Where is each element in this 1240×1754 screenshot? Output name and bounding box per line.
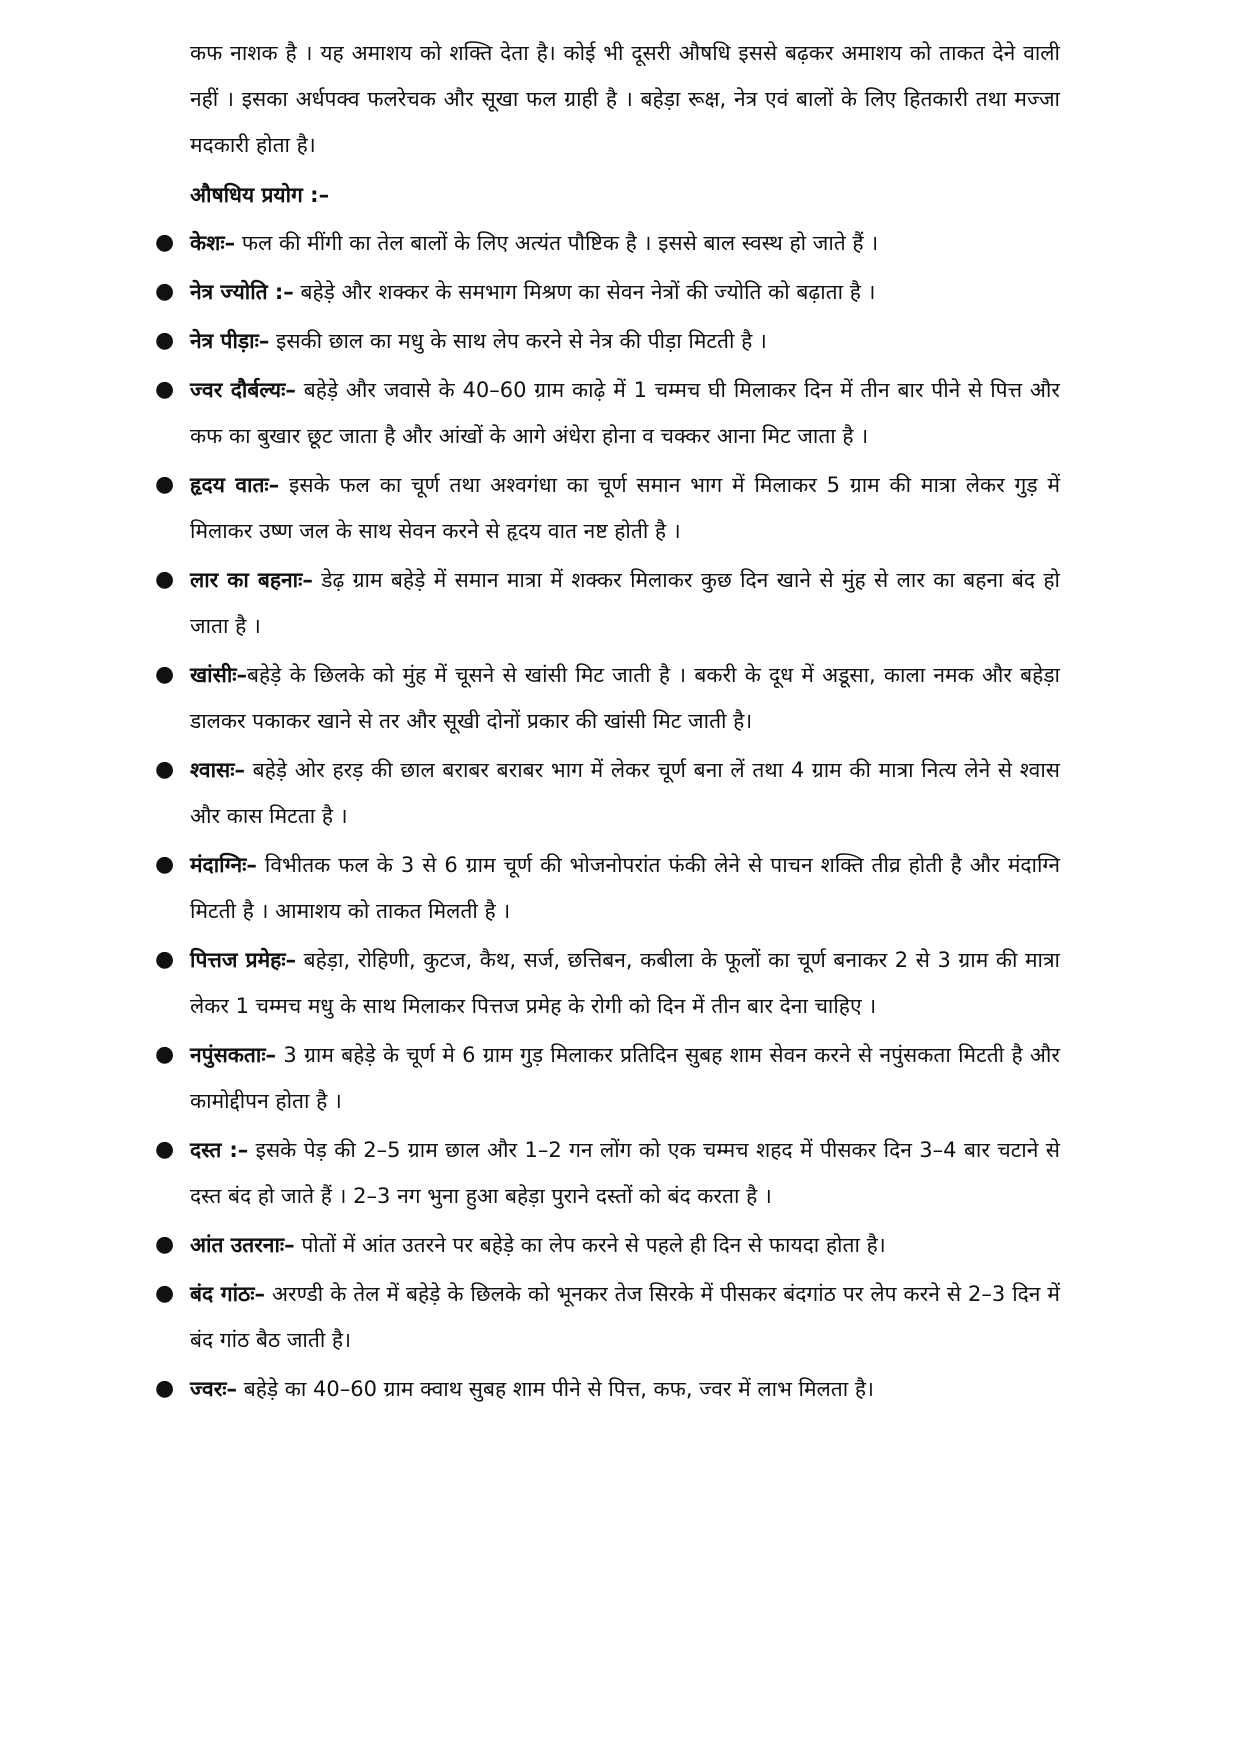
bullet-icon: ● <box>155 947 175 972</box>
list-item <box>155 842 1060 934</box>
bullet-icon: ● <box>155 757 175 782</box>
list-item <box>155 557 1060 649</box>
list-item-term: दस्त :– <box>190 1138 249 1162</box>
bullet-icon: ● <box>155 567 175 592</box>
list-item-text: बहेड़े के छिलके को मुंह में चूसने से खांसी मिट जाती है । बकरी के दूध में अडूसा, काला नमक और बहेड़ा डालकर पकाकर खाने से तर और सूखी दोनों प्रकार की खांसी मिट जाती है। <box>190 663 1060 733</box>
list-item-text: बहेड़े का 40–60 ग्राम क्वाथ सुबह शाम पीने से पित्त, कफ, ज्वर में लाभ मिलता है। <box>237 1377 874 1401</box>
list-item-term: पित्तज प्रमेहः– <box>190 948 297 972</box>
list-item-term: खांसीः– <box>190 663 247 687</box>
bullet-icon: ● <box>155 472 175 497</box>
list-item-text: बहेड़े और शक्कर के समभाग मिश्रण का सेवन नेत्रों की ज्योति को बढ़ाता है । <box>293 280 876 304</box>
list-item <box>155 1366 1060 1412</box>
list-item <box>155 220 1060 266</box>
list-item-term: नपुंसकताः– <box>190 1043 277 1067</box>
list-item-text: 3 ग्राम बहेड़े के चूर्ण मे 6 ग्राम गुड़ मिलाकर प्रतिदिन सुबह शाम सेवन करने से नपुंसकता मिटती है और कामोद्दीपन होता है । <box>190 1043 1060 1113</box>
list-item-text: बहेड़ा, रोहिणी, कुटज, कैथ, सर्ज, छत्तिबन, कबीला के फूलों का चूर्ण बनाकर 2 से 3 ग्राम की मात्रा लेकर 1 चम्मच मधु के साथ मिलाकर पित्तज प्रमेह के रोगी को दिन में तीन बार देना चाहिए । <box>190 948 1060 1018</box>
list-item <box>155 318 1060 364</box>
bullet-icon: ● <box>155 1376 175 1401</box>
list-item-term: बंद गांठः– <box>190 1282 265 1306</box>
section-heading: औषधिय प्रयोग :– <box>190 183 330 207</box>
list-item-term: नेत्र पीड़ाः– <box>190 329 270 353</box>
list-item <box>155 1127 1060 1219</box>
list-item-term: ज्वर दौर्बल्यः– <box>190 378 296 402</box>
list-item-text: फल की मींगी का तेल बालों के लिए अत्यंत पौष्टिक है । इससे बाल स्वस्थ हो जाते हैं । <box>235 231 879 255</box>
list-item-text: अरण्डी के तेल में बहेड़े के छिलके को भूनकर तेज सिरके में पीसकर बंदगांठ पर लेप करने से 2–3 दिन में बंद गांठ बैठ जाती है। <box>190 1282 1060 1352</box>
list-item-term: ज्वरः– <box>190 1377 238 1401</box>
list-item <box>155 269 1060 315</box>
bullet-icon: ● <box>155 279 175 304</box>
medicinal-uses-list <box>155 220 1060 1412</box>
list-item <box>155 652 1060 744</box>
bullet-icon: ● <box>155 662 175 687</box>
bullet-icon: ● <box>155 328 175 353</box>
list-item-text: बहेड़े ओर हरड़ की छाल बराबर बराबर भाग में लेकर चूर्ण बना लें तथा 4 ग्राम की मात्रा नित्य लेने से श्वास और कास मिटता है । <box>190 758 1060 828</box>
list-item <box>155 747 1060 839</box>
list-item <box>155 462 1060 554</box>
list-item <box>155 1222 1060 1268</box>
list-item <box>155 1271 1060 1363</box>
list-item <box>155 367 1060 459</box>
list-item-text: इसके पेड़ की 2–5 ग्राम छाल और 1–2 गन लोंग को एक चम्मच शहद में पीसकर दिन 3–4 बार चटाने से दस्त बंद हो जाते हैं । 2–3 नग भुना हुआ बहेड़ा पुराने दस्तों को बंद करता है । <box>190 1138 1060 1208</box>
document-page <box>155 30 1060 1415</box>
list-item-term: लार का बहनाः– <box>190 568 313 592</box>
list-item <box>155 937 1060 1029</box>
list-item <box>155 1032 1060 1124</box>
bullet-icon: ● <box>155 852 175 877</box>
list-item-text: पोतों में आंत उतरने पर बहेड़े का लेप करने से पहले ही दिन से फायदा होता है। <box>294 1233 886 1257</box>
bullet-icon: ● <box>155 1232 175 1257</box>
list-item-term: मंदाग्निः– <box>190 853 257 877</box>
bullet-icon: ● <box>155 1281 175 1306</box>
bullet-icon: ● <box>155 1137 175 1162</box>
intro-section <box>190 30 1060 168</box>
list-item-term: श्वासः– <box>190 758 245 782</box>
list-item-text: इसके फल का चूर्ण तथा अश्वगंधा का चूर्ण समान भाग में मिलाकर 5 ग्राम की मात्रा लेकर गुड़ में मिलाकर उष्ण जल के साथ सेवन करने से हृदय वात नष्ट होती है । <box>190 473 1060 543</box>
bullet-icon: ● <box>155 230 175 255</box>
list-item-term: हृदय वातः– <box>190 473 280 497</box>
bullet-icon: ● <box>155 1042 175 1067</box>
list-item-text: विभीतक फल के 3 से 6 ग्राम चूर्ण की भोजनोपरांत फंकी लेने से पाचन शक्ति तीव्र होती है और मंदाग्नि मिटती है । आमाशय को ताकत मिलती है । <box>190 853 1060 923</box>
list-item-term: केशः– <box>190 231 236 255</box>
intro-paragraph: कफ नाशक है । यह अमाशय को शक्ति देता है। कोई भी दूसरी औषधि इससे बढ़कर अमाशय को ताकत देने वाली नहीं । इसका अर्धपक्व फलरेचक और सूखा फल ग्राही है । बहेड़ा रूक्ष, नेत्र एवं बालों के लिए हितकारी तथा मज्जा मदकारी होता है। <box>190 41 1060 157</box>
list-item-term: नेत्र ज्योति :– <box>190 280 294 304</box>
list-item-term: आंत उतरनाः– <box>190 1233 295 1257</box>
list-item-text: इसकी छाल का मधु के साथ लेप करने से नेत्र की पीड़ा मिटती है । <box>269 329 767 353</box>
list-item-text: बहेड़े और जवासे के 40–60 ग्राम काढ़े में 1 चम्मच घी मिलाकर दिन में तीन बार पीने से पित्त और कफ का बुखार छूट जाता है और आंखों के आगे अंधेरा होना व चक्कर आना मिट जाता है । <box>190 378 1060 448</box>
bullet-icon: ● <box>155 377 175 402</box>
list-item-text: डेढ़ ग्राम बहेड़े में समान मात्रा में शक्कर मिलाकर कुछ दिन खाने से मुंह से लार का बहना बंद हो जाता है । <box>190 568 1060 638</box>
